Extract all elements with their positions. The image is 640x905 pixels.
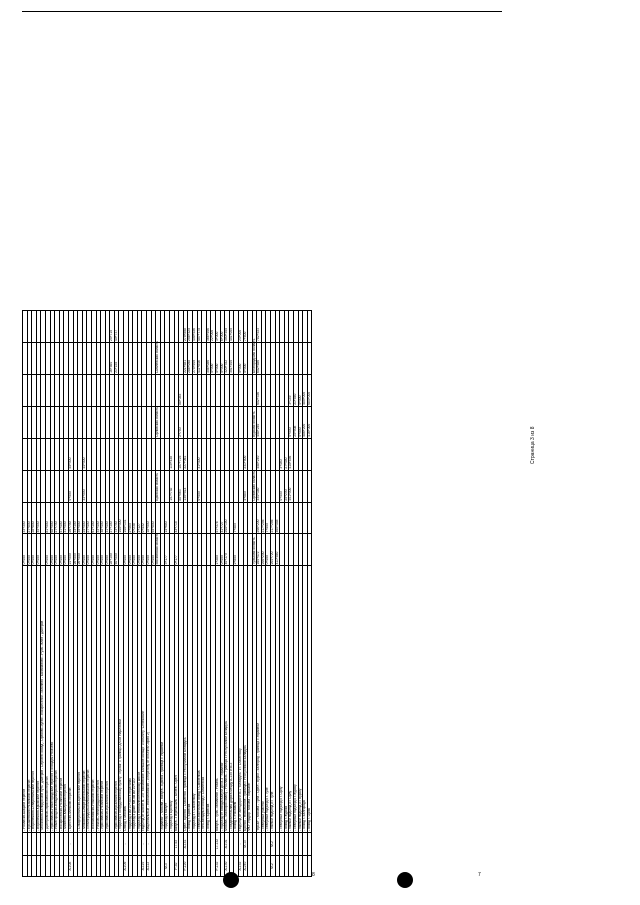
road-description-cell: "Украина" - Москва - Калуга - Брянск - граница с Украиной xyxy=(160,566,165,832)
old-number-cell: - xyxy=(142,832,147,855)
km-value-cell: 298+325 xyxy=(188,311,193,343)
km-value-cell: 24+000 xyxy=(82,502,87,534)
road-description-cell: - Брестско-Минский перегон xyxy=(68,566,73,832)
km-value-cell: 401+000 xyxy=(289,470,294,502)
road-description-cell: - Ярославско-Нижегородский перегон с обходом Рогачево xyxy=(50,566,55,832)
old-number-cell: - xyxy=(124,832,129,855)
km-value-cell: 160+472 xyxy=(257,534,262,566)
road-description-cell: - подъезд к Калуге xyxy=(165,566,170,832)
km-value-cell: 356+086 xyxy=(206,342,211,374)
km-value-cell: 206+200 xyxy=(261,534,266,566)
road-description-cell: Обход г. Москва xyxy=(124,566,129,832)
km-value-cell: 0+238 xyxy=(133,502,138,534)
km-value-cell: 0+000 xyxy=(133,534,138,566)
km-value-cell: Брянская область xyxy=(156,470,161,502)
road-description-cell: - Ерышевский Рязанский перегон xyxy=(27,566,32,832)
km-value-cell: 21+155 xyxy=(114,342,119,374)
road-description-cell: - подъезд к Брянску xyxy=(170,566,175,832)
km-value-cell: 0+000 xyxy=(68,470,73,502)
km-value-cell: Смоленская область xyxy=(155,340,160,373)
km-value-cell: 0+000 xyxy=(220,534,225,566)
km-value-cell: 275+898 xyxy=(183,311,188,343)
road-description-cell: "Крым" - Москва - Тула - Орёл - Курск - Белгород - граница с Украиной xyxy=(257,566,262,832)
road-description-cell: - Михнево-Каширский перегон xyxy=(64,566,69,832)
km-value-cell xyxy=(307,470,312,502)
km-value-cell: 0+000 xyxy=(151,534,156,566)
old-number-cell: A-101 xyxy=(225,832,230,855)
road-description-cell: Подъезд от шоссе м. 1/0 "Московское Большое кольцо" к объекту "Сенежский" xyxy=(142,566,147,832)
km-value-cell: 0+000 xyxy=(59,534,64,566)
km-value-cell: 31+400 xyxy=(197,438,202,470)
km-value-cell: 0+000 xyxy=(147,534,152,566)
km-value-cell: 409+536 xyxy=(192,311,197,343)
km-value-cell: 652+336 xyxy=(257,374,262,406)
km-value-cell: 334+380 xyxy=(257,470,262,502)
km-value-cell: 40+737 xyxy=(114,311,119,343)
km-value-cell: Московская область xyxy=(155,533,160,565)
km-value-cell: 61+100 xyxy=(91,502,96,534)
km-value-cell: 0+000 xyxy=(197,470,202,502)
road-description-cell: - обход г. Брянска xyxy=(206,566,211,832)
road-description-cell: - обход г. Курска xyxy=(284,566,289,832)
road-description-cell: - обход г. Брянска xyxy=(188,566,193,832)
km-value-cell: 88+083 xyxy=(179,374,184,406)
km-value-cell: 0+000 xyxy=(96,534,101,566)
road-description-cell: - южный подъезд к г. Орлу xyxy=(289,566,294,832)
km-value-cell: 1+127 xyxy=(137,502,142,534)
road-description-cell: - южный подъезд к г. Туле xyxy=(271,566,276,832)
km-value-cell: 41+727 xyxy=(220,502,225,534)
km-value-cell: 457+775 xyxy=(197,311,202,343)
km-value-cell: 27+450 xyxy=(284,438,289,470)
km-value-cell: 55+000 xyxy=(68,438,73,470)
km-value-cell: 0+000 xyxy=(298,374,303,406)
km-value-cell: Тульская область xyxy=(252,534,257,566)
km-value-cell: 217+256 xyxy=(261,502,266,534)
km-value-cell: 33+300 xyxy=(23,502,28,534)
km-value-cell: 204+720 xyxy=(271,534,276,566)
km-value-cell: 0+432 xyxy=(142,502,147,534)
top-rule xyxy=(22,11,502,12)
km-value-cell: 33+400 xyxy=(96,502,101,534)
km-value-cell: 0+000 xyxy=(23,534,28,566)
km-value-cell: 4+880 xyxy=(243,470,248,502)
km-value-cell: 26+000 xyxy=(73,534,78,566)
km-value-cell: 1+280 xyxy=(215,534,220,566)
km-value-cell: 2+800 xyxy=(234,534,239,566)
road-number-cell: P-92 xyxy=(174,856,179,877)
km-value-cell: 390+300 xyxy=(225,311,230,343)
km-value-cell: 27+100 xyxy=(110,502,115,534)
old-number-cell: 17-132 xyxy=(215,832,220,855)
km-value-cell: 0+000 xyxy=(36,534,41,566)
road-number-cell: A-109 xyxy=(124,856,129,877)
km-value-cell: 33+000 xyxy=(82,470,87,502)
km-value-cell: 18+000 xyxy=(147,502,152,534)
km-value-cell: 0+177 xyxy=(174,534,179,566)
km-value-cell: 73+700 xyxy=(114,502,119,534)
road-description-cell: - подъезд к г. Смоленску xyxy=(192,566,197,832)
km-value-cell: 0+000 xyxy=(211,342,216,374)
km-value-cell: 43+715 xyxy=(174,502,179,534)
road-description-cell: - северо-восточный обход г. Смоленска xyxy=(197,566,202,832)
km-value-cell: 469+558 xyxy=(275,502,280,534)
km-value-cell: 3+177 xyxy=(165,534,170,566)
km-value-cell: 24+000 xyxy=(238,311,243,343)
km-value-cell: 0+000 xyxy=(91,534,96,566)
km-value-cell: 782+533 xyxy=(257,311,262,343)
km-value-cell: 221+581 xyxy=(183,342,188,374)
km-value-cell: 16+460 xyxy=(110,342,115,374)
km-value-cell: 0+000 xyxy=(220,342,225,374)
road-description-cell: - юго-западный обход г. Смоленска xyxy=(202,566,207,832)
old-number-cell: 17-92 xyxy=(174,832,179,855)
road-description-cell: - обход г. Рославля xyxy=(234,566,239,832)
km-value-cell: 21+460 xyxy=(294,374,299,406)
km-value-cell: 20+908 xyxy=(294,406,299,438)
km-value-cell: 0+000 xyxy=(50,534,55,566)
road-description-cell: - Ленинградско-Волоколамский перегон xyxy=(87,566,92,832)
road-description-cell: - Симферопольско-Брестский перегон xyxy=(78,566,83,832)
road-description-cell: - подъезд к доме МК км км 10+110 xyxy=(133,566,138,832)
km-value-cell: 107+752 xyxy=(170,470,175,502)
km-value-cell xyxy=(307,502,312,534)
road-description-cell: - северный подъезд к г. Курску xyxy=(294,566,299,832)
column-marker: 7 xyxy=(478,872,481,878)
km-value-cell: 0+000 xyxy=(124,534,129,566)
km-value-cell: 187+725 xyxy=(179,438,184,470)
km-value-cell: Орловская область xyxy=(155,407,160,437)
km-value-cell: 458+240 xyxy=(257,406,262,438)
road-description-cell: - северный подъезд к г. Туле xyxy=(266,566,271,832)
km-value-cell: 411+460 xyxy=(275,534,280,566)
road-description-cell: - обход г. Белгорода xyxy=(303,566,308,832)
road-number-cell: P-120 xyxy=(183,856,188,877)
road-description-cell: - северный подъезд к г. Орлу xyxy=(280,566,285,832)
km-value-cell: 451+000 xyxy=(229,311,234,343)
km-value-cell: 217+256 xyxy=(271,502,276,534)
km-value-cell: 7+400 xyxy=(243,311,248,343)
km-value-cell: 40+170 xyxy=(225,534,230,566)
km-value-cell: 0+000 xyxy=(142,534,147,566)
road-number-cell: M-3 xyxy=(165,856,170,877)
km-value-cell: 288+098 xyxy=(188,342,193,374)
km-value-cell: 2+750 xyxy=(179,406,184,438)
binder-hole-left xyxy=(223,872,239,888)
km-value-cell: 2+060 xyxy=(128,502,133,534)
road-description-cell: - Можайско-Симферопольский перегон xyxy=(82,566,87,832)
km-value-cell: 26+700 xyxy=(68,502,73,534)
km-value-cell: 45+000 xyxy=(36,502,41,534)
km-value-cell: Белгородская область xyxy=(251,338,256,373)
road-description-cell: "Московско-Белорусский путь" Дмитров - Сергиев Посад - Орехово-Зуево - Воскресенск - Михнево - Балабаново - Руза - Клин - Дмитров xyxy=(41,566,46,832)
km-value-cell: 69+800 xyxy=(151,502,156,534)
km-value-cell: 3+000 xyxy=(215,311,220,343)
km-value-cell: 586+200 xyxy=(303,406,308,438)
km-value-cell: 3+149 xyxy=(289,374,294,406)
road-description-cell: - подъезд к км 10+384 в перегонах xyxy=(128,566,133,832)
km-value-cell: 458+240 xyxy=(257,438,262,470)
km-value-cell: 0+000 xyxy=(215,342,220,374)
km-value-cell: 0+000 xyxy=(266,534,271,566)
km-value-cell: Орловская область xyxy=(251,470,256,501)
road-number-cell: A-108 xyxy=(68,856,73,877)
km-value-cell: 14+680 xyxy=(165,502,170,534)
km-value-cell: 206+200 xyxy=(257,502,262,534)
road-description-cell: - Воронежско-Ставропольский перегон xyxy=(32,566,37,832)
km-value-cell: 60+000 xyxy=(114,534,119,566)
km-value-cell: 415+456 xyxy=(289,438,294,470)
km-value-cell: 68+000 xyxy=(50,502,55,534)
km-value-cell: 7+000 xyxy=(266,502,271,534)
km-value-cell: 33+100 xyxy=(73,502,78,534)
km-value-cell: 26+000 xyxy=(78,534,83,566)
road-description-cell: - соединительная дорога между А-130 и М-3 xyxy=(229,566,234,832)
km-value-cell: 81+500 xyxy=(45,502,50,534)
km-value-cell: 39+000 xyxy=(78,502,83,534)
page-footer: Страница 3 из 8 xyxy=(530,426,536,464)
km-value-cell: 391+300 xyxy=(229,342,234,374)
old-number-cell: M-13 xyxy=(243,832,248,855)
old-number-cell: - xyxy=(68,832,73,855)
km-value-cell: 57+378 xyxy=(215,502,220,534)
road-description-cell: - Воронежско-Крымский перегон xyxy=(36,566,41,832)
km-value-cell: 0+000 xyxy=(243,342,248,374)
km-value-cell: 589+000 xyxy=(303,374,308,406)
km-value-cell: 0+000 xyxy=(82,534,87,566)
road-description-cell: - Ярославско-Крымский перегон xyxy=(114,566,119,832)
km-value-cell: 0+000 xyxy=(101,534,106,566)
km-value-cell: Курская область xyxy=(252,406,257,438)
road-description-cell: - Волоколамско-Рижский перегон xyxy=(91,566,96,832)
road-description-cell: - Ярославско-Рязанский перегон xyxy=(101,566,106,832)
km-value-cell: 275+909 xyxy=(192,342,197,374)
table-row xyxy=(307,311,312,877)
old-number-cell: - xyxy=(238,832,243,855)
road-number-cell: A-110 xyxy=(142,856,147,877)
road-description-cell: - подъезд от обхода Калуги до М-3 "Украина" xyxy=(220,566,225,832)
km-value-cell: 27+700 xyxy=(55,502,60,534)
road-number-cell: A-112 xyxy=(147,856,152,877)
road-description-cell: - северный участок xyxy=(261,566,266,832)
binder-hole-right xyxy=(397,872,413,888)
km-value-cell: 0+000 xyxy=(280,470,285,502)
road-number-cell: A-132 xyxy=(238,856,243,877)
km-value-cell: 0+000 xyxy=(137,534,142,566)
road-description-cell: - подъезд к Новоалексеевскому шоссе xyxy=(137,566,142,832)
km-value-cell: 28+800 xyxy=(32,502,37,534)
road-description-cell: - Ярославско-Крымский перегон xyxy=(105,566,110,832)
road-number-cell: M-2 xyxy=(271,856,276,877)
km-value-cell xyxy=(307,311,312,343)
road-description-cell: - подъезд к оборудованному пункту "Терлак" с границы дл-ой Нариловой xyxy=(119,566,124,832)
km-value-cell: 100+131 xyxy=(124,502,129,534)
km-value-cell: 6+000 xyxy=(220,311,225,343)
km-value-cell: 22+000 xyxy=(211,311,216,343)
road-description-cell: - Дмитровско-Ярославский перегон xyxy=(45,566,50,832)
km-value-cell: 416+000 xyxy=(307,406,312,438)
km-value-cell: 227+061 xyxy=(183,438,188,470)
km-value-cell: 652+586 xyxy=(257,342,262,374)
road-description-cell: - Воскресенско-Рязанский перегон xyxy=(59,566,64,832)
road-number-cell: A-240 xyxy=(243,856,248,877)
km-value-cell: 31+000 xyxy=(64,502,69,534)
road-description-cell: Брянск - Новозыбков - граница с Республикой Беларусь xyxy=(243,566,248,832)
km-value-cell: 25+200 xyxy=(284,470,289,502)
km-value-cell: 27+400 xyxy=(87,502,92,534)
km-value-cell: 139+914 xyxy=(183,470,188,502)
km-value-cell: 0+000 xyxy=(105,534,110,566)
table-body xyxy=(23,311,312,877)
km-value-cell: 0+000 xyxy=(64,534,69,566)
km-value-cell: 205+190 xyxy=(225,502,230,534)
km-value-cell: 366+906 xyxy=(206,311,211,343)
km-value-cell: 684+000 xyxy=(307,374,312,406)
road-description-cell: Орёл - Брянск - Смоленск - граница с Республикой Беларусь xyxy=(183,566,188,832)
old-number-cell xyxy=(307,832,312,855)
road-description-cell: - Рязанско-Шацкий перегон xyxy=(23,566,28,832)
km-value-cell: 88+963 xyxy=(179,470,184,502)
road-description-cell: ФКУ Упрдор "Москва - Харьков" xyxy=(248,566,253,832)
km-value-cell: 231+500 xyxy=(243,438,248,470)
km-value-cell xyxy=(307,342,312,374)
km-value-cell: 0+000 xyxy=(87,534,92,566)
road-description-cell: - Нижегородско-Владимирский перегон xyxy=(55,566,60,832)
km-value-cell: 57+400 xyxy=(59,502,64,534)
road-description-cell: Калуга - Тула - Михайлов - Рязань xyxy=(215,566,220,832)
old-number-cell: M-2 xyxy=(271,832,276,855)
km-value-cell: 28+100 xyxy=(110,534,115,566)
km-value-cell: 119+438 xyxy=(170,438,175,470)
road-number-cell: A-130 xyxy=(225,856,230,877)
km-value-cell: 0+000 xyxy=(27,534,32,566)
km-value-cell: 0+000 xyxy=(55,534,60,566)
road-description-cell: Национальный - Волоколамско - к перегону от объекта Чорно 2) xyxy=(147,566,152,832)
km-value-cell: 320+782 xyxy=(225,342,230,374)
km-value-cell: 100+000 xyxy=(119,502,124,534)
road-description-cell: Калуга - Перемышль - Белёв - Орёл xyxy=(174,566,179,832)
road-description-cell: - Рижско-Ленинградский перегон xyxy=(96,566,101,832)
rotated-table-container xyxy=(22,310,311,877)
old-number-cell: A-141 xyxy=(183,832,188,855)
km-value-cell: 0+000 xyxy=(32,534,37,566)
km-value-cell: 0+000 xyxy=(45,534,50,566)
km-value-cell: 27+800 xyxy=(27,502,32,534)
km-value-cell: 411+846 xyxy=(197,342,202,374)
road-description-cell: - обход г. Орла xyxy=(307,566,312,832)
km-value-cell: 48+400 xyxy=(101,502,106,534)
column-marker: 8 xyxy=(312,872,315,878)
road-description-cell: Подъезд от автодороги М-1 "Беларусь" к г. Смоленску xyxy=(238,566,243,832)
km-value-cell: 25+710 xyxy=(110,311,115,343)
road-description-cell: Москва - Малоярославец - Рославль - граница с Республикой Беларусь xyxy=(225,566,230,832)
km-value-cell xyxy=(307,438,312,470)
km-value-cell: 3+460 xyxy=(280,438,285,470)
old-number-cell: - xyxy=(147,832,152,855)
km-value-cell xyxy=(307,534,312,566)
km-value-cell: 0+000 xyxy=(289,406,294,438)
km-value-cell: 0+000 xyxy=(238,342,243,374)
road-section-table xyxy=(22,310,312,877)
km-value-cell: 0+000 xyxy=(298,406,303,438)
road-number-cell: P-132 xyxy=(215,856,220,877)
km-value-cell: 7+580 xyxy=(234,502,239,534)
km-value-cell: 44+500 xyxy=(82,438,87,470)
km-value-cell: 21+000 xyxy=(68,534,73,566)
km-value-cell: 0+000 xyxy=(128,534,133,566)
km-value-cell: 31+400 xyxy=(105,502,110,534)
road-description-cell: - южный подъезд к г. Курску xyxy=(298,566,303,832)
